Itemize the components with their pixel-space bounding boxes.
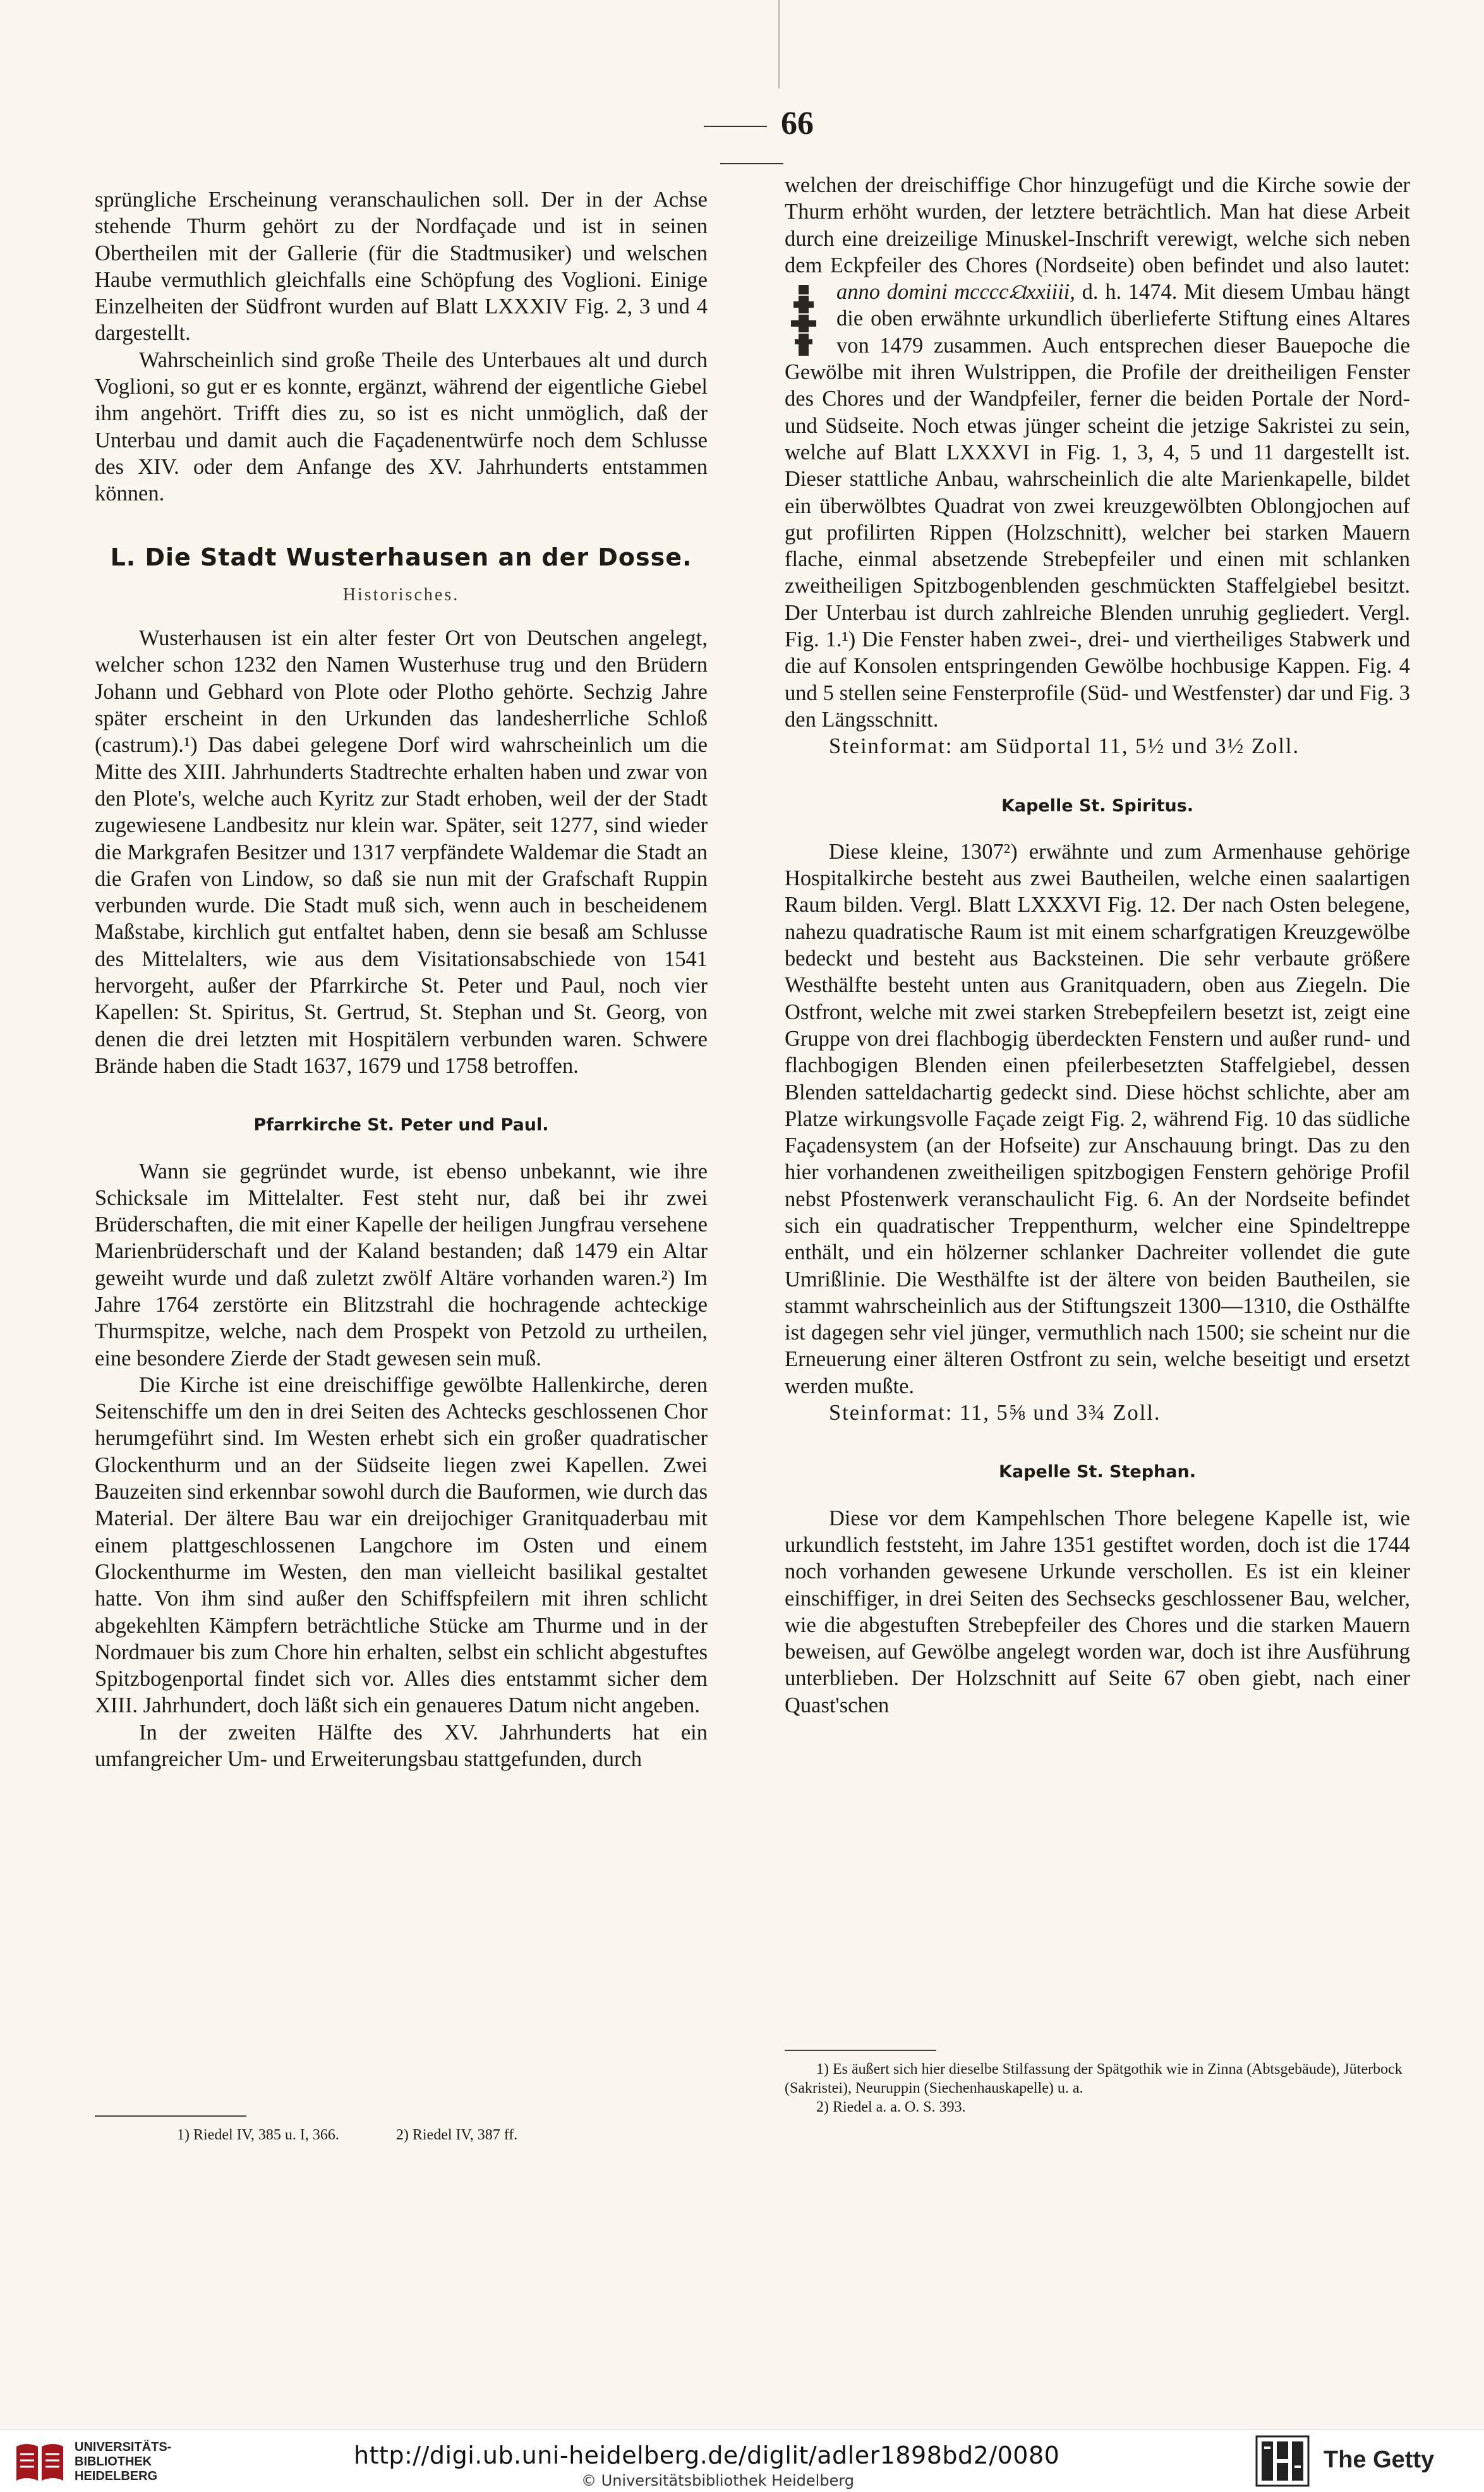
inscription-text: anno domini mccccଯxxiiii, [836,280,1075,305]
left-footnote-1: 1) Riedel IV, 385 u. I, 366. [177,2127,339,2143]
left-footnote-rule [95,2115,246,2117]
section-heading: L. Die Stadt Wusterhausen an der Dosse. [110,543,692,571]
subsection-heading-spiritus: Kapelle St. Spiritus. [1001,795,1194,816]
permalink-url[interactable]: http://digi.ub.uni-heidelberg.de/diglit/adler1898bd2/0080 [354,2441,1060,2469]
left-column [95,186,708,1772]
left-footnotes [95,2096,708,2144]
church-paragraph-1: Wann sie gegründet wurde, ist ebenso unbekannt, wie ihre Schicksale im Mittelalter. Fest steht nur, daß bei ihr zwei Brüderschaften, die mit einer Kapelle der heiligen Jungfrau versehene Marienbrüderschaft und der Kaland bestanden; daß 1479 ein Altar geweiht wurde und daß zuletzt zwölf Altäre vorhanden waren.²) Im Jahre 1764 zerstörte ein Blitzstrahl die hochragende achteckige Thurmspitze, welche, nach dem Prospekt von Petzold zu urtheilen, eine besondere Zierde der Stadt gewesen sein muß. [95,1159,708,1370]
stephan-paragraph: Diese vor dem Kampehlschen Thore belegene Kapelle ist, wie urkundlich feststeht, im Jahre 1351 gestiftet worden, doch ist die 1744 noch vorhanden gewesene Urkunde verschollen. Es ist ein kleiner einschiffiger, in drei Seiten des Sechsecks geschlossener Bau, welcher, wie die abgestuften Strebepfeiler des Chores und die starken Mauern beweisen, auf Gewölbe angelegt worden war, doch ist ihre Ausführung unterblieben. Der Holzschnitt auf Seite 67 oben giebt, nach einer Quast'schen [785,1506,1410,1717]
steinformat-2: Steinformat: 11, 5⅝ und 3¾ Zoll. [829,1401,1161,1425]
church-paragraph-3: In der zweiten Hälfte des XV. Jahrhunderts hat ein umfangreicher Um- und Erweiterungsbau stattgefunden, durch [95,1720,708,1772]
right-footnote-rule [785,2050,936,2051]
subsection-heading-pfarrkirche: Pfarrkirche St. Peter und Paul. [253,1115,549,1135]
page-number-rule-right [720,163,783,164]
continuation-text-a: welchen der dreischiffige Chor hinzugefügt und die Kirche sowie der Thurm erhöht wurden, der letztere beträchtlich. Man hat diese Arbeit durch eine dreizeilige Minuskel-Inschrift verewigt, welche sich neben dem Eckpfeiler des Chores (Nordseite) oben befindet und also lautet: [785,173,1410,277]
spiritus-paragraph: Diese kleine, 1307²) erwähnte und zum Armenhause gehörige Hospitalkirche besteht aus zwei Bautheilen, welche einen saalartigen Raum bilden. Vergl. Blatt LXXXVI Fig. 12. Der nach Osten belegene, nahezu quadratische Raum ist mit einem scharfgratigen Kreuzgewölbe bedeckt und besteht aus Backsteinen. Die sehr verbaute größere Westhälfte besteht unten aus Granitquadern, oben aus Ziegeln. Die Ostfront, welche mit zwei starken Strebepfeilern besetzt ist, zeigt eine Gruppe von drei flachbogig überdeckten Fenstern und außer rund- und flachbogigen Blenden einen pfeilerbesetzten Staffelgiebel, dessen Blenden satteldachartig gedeckt sind. Diese höchst schlichte, aber am Platze wirkungsvolle Façade zeigt Fig. 2, während Fig. 10 das südliche Façadensystem (an der Hofseite) zur Anschauung bringt. Das zu den hier vorhandenen zweitheiligen spitzbogigen Fenstern gehörige Profil nebst Pfostenwerk veranschaulicht Fig. 6. An der Nordseite befindet sich ein quadratischer Treppenthurm, welcher eine Spindeltreppe enthält, und ein hölzerner schlanker Dachreiter vollendet die gute Umrißlinie. Die Westhälfte ist der ältere von beiden Bautheilen, sie stammt wahrscheinlich aus der Stiftungszeit 1300—1310, die Osthälfte ist dagegen sehr viel jünger, vermuthlich nach 1500; sie scheint nur die Erneuerung einer älteren Ostfront zu sein, welche beseitigt und ersetzt werden mußte. [785,839,1410,1398]
right-footnotes [785,2031,1410,2117]
getty-logo-icon [1254,2434,1311,2488]
library-name-line-2: BIBLIOTHEK [75,2455,152,2469]
church-paragraph-2: Die Kirche ist eine dreischiffige gewölbte Hallenkirche, deren Seitenschiffe um den in drei Seiten des Achtecks geschlossenen Chor herumgeführt sind. Im Westen erhebt sich ein großer quadratischer Glockenthurm und an der Südseite liegen zwei Kapellen. Zwei Bauzeiten sind erkennbar sowohl durch die Bauformen, wie durch das Material. Der ältere Bau war ein dreijochiger Granitquaderbau mit einem plattgeschlossenen Langchore im Osten und einem Glockenthurme im Westen, den man vielleicht basilikal gestaltet hatte. Von ihm sind außer den Schiffspfeilern mit ihren schlicht abgekehlten Kämpfern beträchtliche Stücke am Thurme und in der Nordmauer bis zum Chore hin erhalten, selbst ein schlicht abgestuftes Spitzbogenportal findet sich vor. Alles dies entstammt sicher dem XIII. Jahrhundert, doch läßt sich ein genaueres Datum nicht angeben. [95,1372,708,1718]
section-subheading: Historisches. [342,584,460,605]
left-footnote-2: 2) Riedel IV, 387 ff. [395,2127,518,2143]
intro-paragraph-1: sprüngliche Erscheinung veranschaulichen soll. Der in der Achse stehende Thurm gehört zu der Nordfaçade und ist in seinen Obertheilen mit der Gallerie (für die Stadtmusiker) und welschen Haube vermuthlich gleichfalls eine Schöpfung des Voglioni. Einige Einzelheiten der Südfront wurden auf Blatt LXXXIV Fig. 2, 3 und 4 dargestellt. [95,188,708,346]
right-footnote-2: 2) Riedel a. a. O. S. 393. [816,2099,966,2115]
page-number-rule-left [704,126,767,127]
getty-label: The Getty [1324,2447,1435,2473]
library-name [75,2440,171,2484]
intro-paragraph-2: Wahrscheinlich sind große Theile des Unterbaues alt und durch Voglioni, so gut er es konnte, ergänzt, während der eigentliche Giebel ihm angehört. Trifft dies zu, so ist es nicht unmöglich, daß der Unterbau und damit auch die Façadenentwürfe noch dem Schlusse des XIV. oder dem Anfange des XV. Jahrhunderts entstammen können. [95,348,708,506]
right-column [785,172,1410,1719]
continuation-paragraph [785,172,1410,733]
buttress-woodcut-icon [785,282,823,358]
library-name-line-1: UNIVERSITÄTS- [75,2440,172,2454]
digitization-footer [0,2429,1484,2492]
page-number-text: 66 [781,106,814,142]
page-number [657,105,847,179]
copyright-notice: © Universitätsbibliothek Heidelberg [581,2472,855,2489]
library-name-line-3: HEIDELBERG [75,2469,158,2483]
scan-crease [778,0,780,88]
right-footnote-1: 1) Es äußert sich hier dieselbe Stilfassung der Spätgothik wie in Zinna (Abtsgebäude), Jüterbock (Sakristei), Neuruppin (Siechenhauskapelle) u. a. [785,2061,1403,2096]
steinformat-1: Steinformat: am Südportal 11, 5½ und 3½ Zoll. [829,734,1300,759]
historical-paragraph: Wusterhausen ist ein alter fester Ort von Deutschen angelegt, welcher schon 1232 den Namen Wusterhuse trug und den Brüdern Johann und Gebhard von Plote oder Plotho gehörte. Sechzig Jahre später erscheint in den Urkunden das landesherrliche Schloß (castrum).¹) Das dabei gelegene Dorf wird wahrscheinlich um die Mitte des XIII. Jahrhunderts Stadtrechte erhalten haben und zwar von den Plote's, welche auch Kyritz zur Stadt erhoben, weil der der Stadt zugewiesene Landbesitz nur klein war. Später, seit 1277, sind wieder die Markgrafen Besitzer und 1317 verpfändete Waldemar die Stadt an die Grafen von Lindow, so daß sie nun mit der Grafschaft Ruppin verbunden wurde. Die Stadt muß sich, wenn auch in bescheidenem Maßstabe, kirchlich gut entfaltet haben, denn sie besaß am Schlusse des Mittelalters, wie aus dem Visitationsabschiede von 1541 hervorgeht, außer der Pfarrkirche St. Peter und Paul, noch vier Kapellen: St. Spiritus, St. Gertrud, St. Stephan und St. Georg, von denen die drei letzten mit Hospitälern verbunden waren. Schwere Brände haben die Stadt 1637, 1679 und 1758 betroffen. [95,626,708,1078]
subsection-heading-stephan: Kapelle St. Stephan. [999,1462,1196,1482]
continuation-text-b: d. h. 1474. Mit diesem Umbau hängt die oben erwähnte urkundlich überlieferte Stiftung eines Altares von 1479 zusammen. Auch entsprechen dieser Bauepoche die Gewölbe mit ihren Wulstrippen, die Profile der dreitheiligen Fenster des Chores und der Wandpfeiler, ferner die beiden Portale der Nord- und Südseite. Noch etwas jünger scheint die jetzige Sakristei zu sein, welche auf Blatt LXXXVI in Fig. 1, 3, 4, 5 und 11 dargestellt ist. Dieser stattliche Anbau, wahrscheinlich die alte Marienkapelle, bildet ein überwölbtes Quadrat von zwei kreuzgewölbten Oblongjochen auf gut profilirten Rippen (Holzschnitt), welcher bei starken Mauern flache, einmal absetzende Strebepfeiler und einen mit schlanken zweitheiligen Spitzbogenblenden geschmückten Staffelgiebel besitzt. Der Unterbau ist durch zahlreiche Blenden unruhig gegliedert. Vergl. Fig. 1.¹) Die Fenster haben zwei-, drei- und viertheiliges Stabwerk und die auf Konsolen entspringenden Gewölbe hochbusige Kappen. Fig. 4 und 5 stellen seine Fensterprofile (Süd- und Westfenster) dar und Fig. 3 den Längsschnitt. [785,280,1411,732]
university-library-logo-icon [14,2441,66,2483]
